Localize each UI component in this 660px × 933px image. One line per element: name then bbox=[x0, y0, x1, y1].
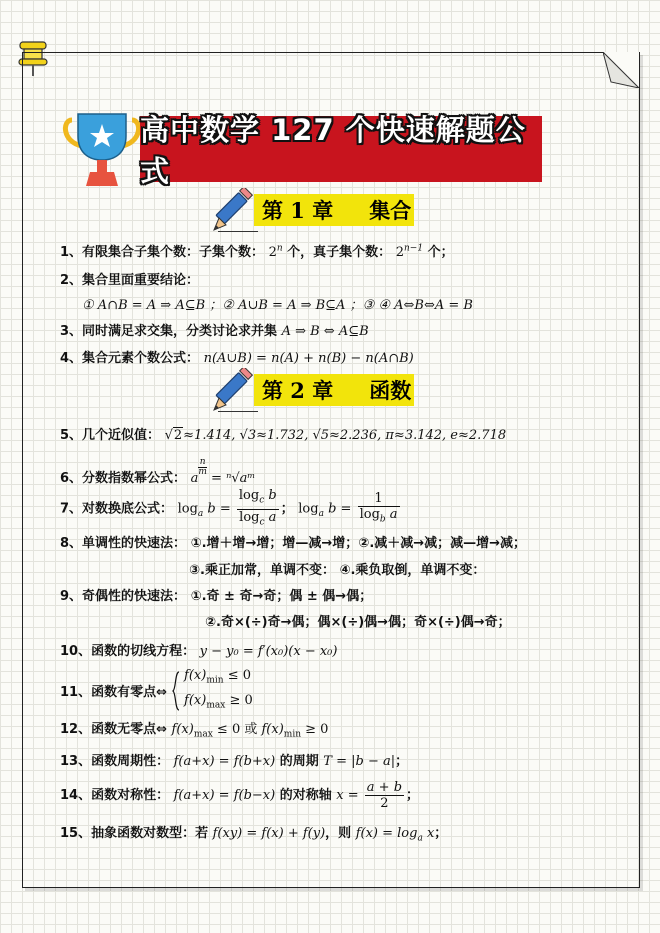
formula-13-mid: 的周期 bbox=[275, 754, 324, 769]
formula-5-label: 5、几个近似值： bbox=[60, 428, 161, 443]
formula-7-label: 7、对数换底公式： bbox=[60, 501, 174, 517]
formula-11-row2-b: ≥ 0 bbox=[225, 692, 253, 708]
formula-7-num-b: b bbox=[264, 488, 277, 503]
formula-4-expr: n(A∪B) = n(A) + n(B) − n(A∩B) bbox=[203, 351, 414, 366]
formula-9-label: 9、奇偶性的快速法： bbox=[60, 589, 187, 604]
pencil-icon bbox=[210, 368, 256, 414]
pencil-icon bbox=[210, 188, 256, 234]
trophy-icon bbox=[60, 112, 144, 188]
formula-3-expr: A ⇒ B ⇔ A⊆B bbox=[281, 324, 369, 339]
formula-12-f1-sub: max bbox=[193, 729, 213, 740]
formula-12-or: 或 bbox=[240, 722, 262, 737]
formula-7-base: a bbox=[197, 509, 204, 520]
chapter-2-number: 第 2 章 bbox=[262, 378, 334, 403]
formula-2-label: 2、集合里面重要结论： bbox=[60, 273, 200, 288]
left-brace-icon bbox=[172, 671, 180, 711]
chapter-1-box bbox=[254, 194, 414, 226]
formula-7b-den-log: log bbox=[359, 506, 380, 522]
formula-15 bbox=[60, 822, 447, 844]
formula-6-label: 6、分数指数幂公式： bbox=[60, 471, 187, 486]
formula-8-line2: ③.乘正加常，单调不变： ④.乘负取倒，单调不变： bbox=[189, 563, 486, 578]
formula-1-subsets: 2 bbox=[268, 245, 277, 260]
formula-11-row1: f(x) bbox=[184, 668, 207, 683]
formula-7b-base: a bbox=[318, 509, 324, 520]
formula-6-exp-num: n bbox=[199, 457, 206, 467]
formula-11-row2-sub: max bbox=[206, 700, 226, 711]
formula-7b-b: b = bbox=[323, 501, 356, 517]
formula-6-exp-den: m bbox=[198, 467, 207, 477]
formula-9-line2: ②.奇×(÷)奇→偶；偶×(÷)偶→偶；奇×(÷)偶→奇； bbox=[205, 615, 511, 630]
page-title-banner bbox=[140, 113, 542, 188]
chapter-1-name: 集合 bbox=[369, 198, 412, 223]
chapter-2-heading bbox=[210, 374, 420, 410]
formula-7b-den-a: a bbox=[385, 506, 398, 522]
formula-7-den-base: c bbox=[259, 517, 265, 528]
formula-7-fraction bbox=[237, 488, 279, 530]
formula-7b-fraction bbox=[358, 491, 400, 528]
formula-15-label: 15、抽象函数对数型：若 bbox=[60, 826, 209, 841]
formula-12 bbox=[60, 718, 328, 740]
formula-14-x: x = bbox=[336, 788, 363, 803]
formula-1-label: 1、有限集合子集个数：子集个数： bbox=[60, 245, 265, 260]
formula-5: 5、几个近似值： √2≈1.414, √3≈1.732, √5≈2.236, π≈3.142, e≈2.718 bbox=[60, 428, 507, 443]
formula-3 bbox=[60, 320, 369, 339]
formula-14-end: ； bbox=[406, 788, 420, 803]
formula-14-fraction bbox=[365, 780, 404, 811]
formula-15-end: ； bbox=[434, 826, 448, 841]
formula-13 bbox=[60, 750, 408, 769]
formula-7b-num: 1 bbox=[358, 491, 400, 507]
formula-10 bbox=[60, 640, 337, 659]
formula-7-sep: ； bbox=[280, 501, 294, 517]
formula-7b-log: log bbox=[298, 501, 319, 517]
formula-1-end: 个； bbox=[423, 245, 454, 260]
formula-12-f2-b: ≥ 0 bbox=[301, 722, 329, 737]
formula-12-f2: f(x) bbox=[261, 722, 284, 737]
formula-9 bbox=[60, 585, 372, 604]
formula-14-den: 2 bbox=[380, 796, 389, 811]
page-curl-icon bbox=[603, 52, 639, 88]
formula-1 bbox=[60, 241, 454, 260]
formula-13-period: T = |b − a| bbox=[323, 754, 396, 769]
formula-15-result: f(x) = log bbox=[355, 826, 418, 841]
formula-7-num-base: c bbox=[259, 495, 265, 506]
formula-2-conclusions bbox=[82, 294, 473, 313]
formula-8 bbox=[60, 532, 526, 551]
formula-13-expr: f(a+x) = f(b+x) bbox=[173, 754, 276, 769]
formula-14-expr: f(a+x) = f(b−x) bbox=[173, 788, 276, 803]
formula-8-line1: ①.增＋增→增；增—减→增；②.减＋减→减；减—增→减； bbox=[190, 536, 527, 551]
chapter-2-box bbox=[254, 374, 414, 406]
formula-15-mid: ，则 bbox=[325, 826, 356, 841]
formula-8-label: 8、单调性的快速法： bbox=[60, 536, 187, 551]
formula-7b-den-base: b bbox=[379, 514, 386, 525]
formula-12-f2-sub: min bbox=[283, 729, 302, 740]
formula-14-mid: 的对称轴 bbox=[275, 788, 337, 803]
formula-2 bbox=[60, 269, 199, 288]
formula-15-base: a bbox=[417, 833, 423, 844]
formula-7 bbox=[60, 488, 402, 530]
formula-13-end: ； bbox=[395, 754, 409, 769]
formula-12-label: 12、函数无零点⇔ bbox=[60, 722, 167, 737]
formula-11-row1-sub: min bbox=[206, 675, 224, 686]
page-title: 高中数学 127 个快速解题公式 bbox=[140, 113, 526, 188]
formula-11-row2: f(x) bbox=[184, 692, 207, 708]
formula-10-label: 10、函数的切线方程： bbox=[60, 644, 196, 659]
formula-11 bbox=[60, 666, 253, 715]
formula-10-expr: y − y₀ = f′(x₀)(x − x₀) bbox=[199, 644, 338, 659]
formula-15-expr: f(xy) = f(x) + f(y) bbox=[212, 826, 326, 841]
formula-14-label: 14、函数对称性： bbox=[60, 788, 170, 803]
formula-7-den-a: a bbox=[264, 509, 277, 525]
formula-11-label: 11、函数有零点⇔ bbox=[60, 685, 167, 701]
formula-7-log: log bbox=[177, 501, 198, 517]
formula-11-row1-b: ≤ 0 bbox=[223, 668, 251, 683]
formula-7-num-log: log bbox=[238, 488, 260, 503]
formula-14-num: a + b bbox=[366, 780, 403, 795]
formula-1-exp2: n−1 bbox=[404, 243, 424, 254]
formula-11-cases bbox=[184, 666, 253, 715]
formula-9-cont bbox=[205, 611, 511, 630]
formula-6-eq: = bbox=[206, 471, 227, 486]
formula-1-mid: 个，真子集个数： bbox=[282, 245, 392, 260]
formula-7-b: b = bbox=[203, 501, 235, 517]
formula-9-line1: ①.奇 ± 奇→奇；偶 ± 偶→偶； bbox=[190, 589, 373, 604]
formula-6-root: ⁿ√aᵐ bbox=[226, 471, 256, 486]
formula-12-f1-b: ≤ 0 bbox=[212, 722, 241, 737]
formula-8-cont bbox=[189, 559, 485, 578]
formula-14 bbox=[60, 780, 419, 811]
chapter-2-name: 函数 bbox=[369, 378, 412, 403]
formula-5-expr: ≈1.414, √3≈1.732, √5≈2.236, π≈3.142, e≈2.718 bbox=[183, 428, 507, 443]
formula-3-label: 3、同时满足求交集，分类讨论求并集 bbox=[60, 324, 278, 339]
formula-4-label: 4、集合元素个数公式： bbox=[60, 351, 200, 366]
formula-6 bbox=[60, 458, 255, 486]
formula-13-label: 13、函数周期性： bbox=[60, 754, 170, 769]
chapter-1-number: 第 1 章 bbox=[262, 198, 334, 223]
formula-1-exp: n bbox=[276, 243, 283, 254]
formula-12-f1: f(x) bbox=[171, 722, 194, 737]
formula-15-x: x bbox=[422, 826, 435, 841]
formula-4 bbox=[60, 347, 414, 366]
chapter-1-heading bbox=[210, 194, 420, 230]
formula-1-proper: 2 bbox=[395, 245, 404, 260]
formula-7-den-log: log bbox=[239, 509, 260, 525]
formula-2-text: ① A∩B = A ⇒ A⊆B ；② A∪B = A ⇒ B⊆A ；③ ④ A⇔B⇔A = B bbox=[82, 298, 473, 313]
formula-6-base: a bbox=[190, 471, 199, 486]
